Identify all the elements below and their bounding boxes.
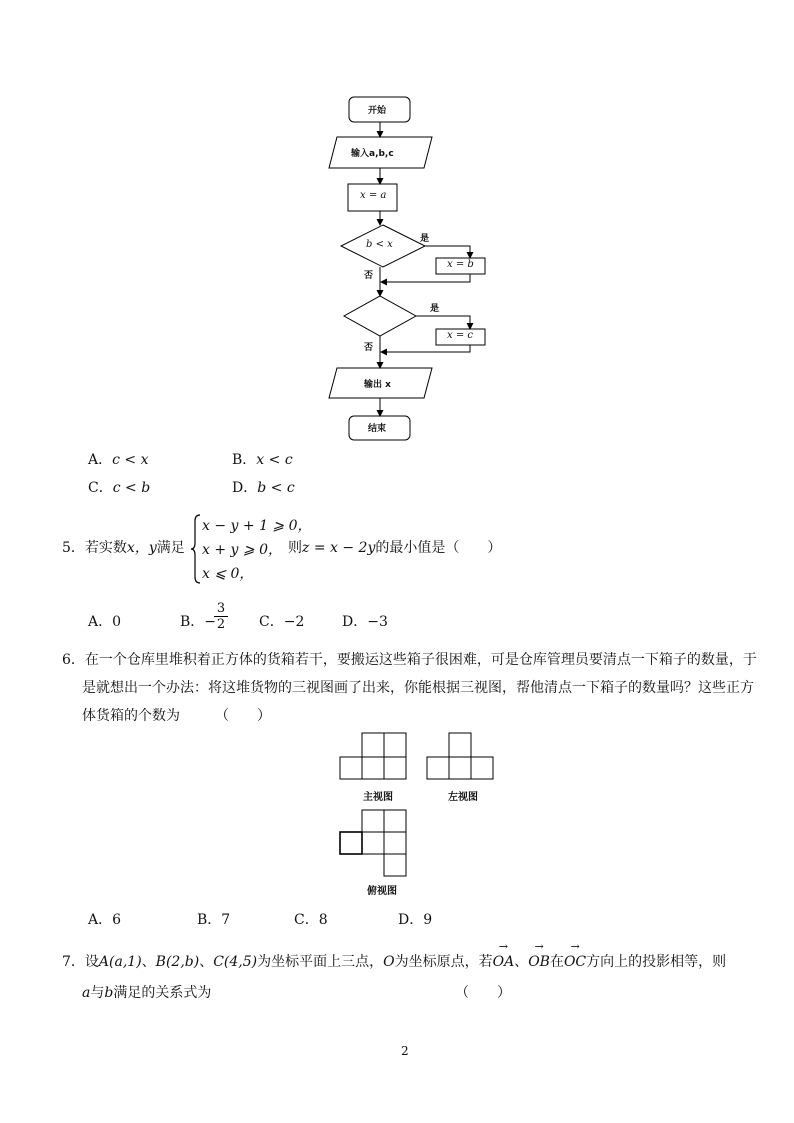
q7-sep2: 、 bbox=[199, 954, 214, 970]
q6-option-d-label: D． bbox=[398, 912, 424, 928]
q7-point-a: A(a,1) bbox=[98, 954, 142, 970]
q5-stem-right bbox=[288, 538, 501, 558]
q4-option-b-label: B． bbox=[232, 452, 257, 468]
flowchart-yes2-label: 是 bbox=[430, 304, 440, 314]
flowchart-assign-b-label: x = b bbox=[447, 259, 474, 270]
q5-option-b-label: B． bbox=[180, 614, 205, 630]
q7-line1-a: 设 bbox=[84, 954, 99, 970]
q6-line-1-text: 在一个仓库里堆积着正方体的货箱若干，要搬运这些箱子很困难，可是仓库管理员要清点一下箱子的数量，于 bbox=[84, 652, 757, 668]
q5-stem-post-b: 的最小值是（ ） bbox=[375, 540, 502, 556]
vector-arrow-icon: → bbox=[498, 940, 508, 953]
q6-option-a-label: A． bbox=[88, 912, 113, 928]
q6-line-3: 体货箱的个数为 （ ） bbox=[82, 708, 271, 724]
q5-option-a-text: 0 bbox=[112, 614, 122, 630]
q7-var-a: a bbox=[82, 985, 91, 1001]
q7-vector-oc: OC → bbox=[563, 940, 587, 970]
q5-option-a-label: A． bbox=[88, 614, 113, 630]
q4-option-c-text: c < b bbox=[112, 480, 151, 496]
q6-line-2: 是就想出一个办法：将这堆货物的三视图画了出来，你能根据三视图，帮他清点一下箱子的数量吗？这些正方 bbox=[82, 680, 754, 696]
q4-option-c[interactable] bbox=[88, 478, 150, 498]
flowchart-assign-a-label: x = a bbox=[360, 190, 387, 201]
flowchart-no1-label: 否 bbox=[364, 271, 374, 281]
q6-front-view-caption: 主视图 bbox=[363, 792, 393, 803]
q6-top-view-extra bbox=[330, 852, 510, 882]
q7-line1-b: 为坐标平面上三点， bbox=[257, 954, 384, 970]
q5-option-b-numerator: 3 bbox=[214, 601, 228, 617]
decision2-node bbox=[344, 296, 416, 336]
flowchart-output-label: 输出 x bbox=[364, 380, 391, 390]
flowchart-end-label: 结束 bbox=[368, 424, 387, 434]
q4-option-a[interactable] bbox=[88, 450, 149, 470]
front-view-grid bbox=[340, 733, 406, 779]
q7-line1-d: 在 bbox=[549, 954, 564, 970]
vector-arrow-icon: → bbox=[570, 940, 580, 953]
q4-option-b[interactable] bbox=[232, 450, 293, 470]
q7-line1-c: 为坐标原点，若 bbox=[394, 954, 493, 970]
q6-option-c[interactable] bbox=[294, 910, 328, 930]
left-view-grid bbox=[427, 733, 493, 779]
q7-point-b: B(2,b) bbox=[155, 954, 200, 970]
q7-number: 7． bbox=[62, 954, 85, 970]
q7-var-b: b bbox=[104, 985, 114, 1001]
q5-brace bbox=[190, 513, 202, 585]
q5-option-d[interactable] bbox=[342, 612, 388, 632]
q6-line-1 bbox=[62, 650, 757, 670]
q7-point-c: C(4,5) bbox=[213, 954, 258, 970]
q5-vars: x，y bbox=[126, 540, 157, 556]
flowchart-no2-label: 否 bbox=[364, 343, 374, 353]
q7-line2-end: 满足的关系式为 bbox=[113, 985, 212, 1001]
top-view-grid bbox=[340, 810, 406, 854]
q6-option-b-text: 7 bbox=[221, 912, 231, 928]
q5-option-d-label: D． bbox=[342, 614, 368, 630]
q6-option-a-text: 6 bbox=[112, 912, 122, 928]
q6-option-c-label: C． bbox=[294, 912, 319, 928]
q5-number: 5． bbox=[62, 540, 85, 556]
q5-option-c[interactable] bbox=[259, 612, 304, 632]
q6-left-view-caption: 左视图 bbox=[448, 792, 478, 803]
q7-vector-oa: OA → bbox=[492, 940, 515, 970]
q7-vector-ob: OB → bbox=[528, 940, 550, 970]
q4-option-c-label: C． bbox=[88, 480, 113, 496]
q7-line-1 bbox=[62, 940, 727, 972]
q7-origin: O bbox=[383, 954, 395, 970]
q4-option-d-text: b < c bbox=[257, 480, 295, 496]
q6-top-view-caption: 俯视图 bbox=[367, 886, 397, 897]
q4-option-a-label: A． bbox=[88, 452, 113, 468]
q5-option-c-text: −2 bbox=[283, 614, 305, 630]
q4-option-d-label: D． bbox=[232, 480, 258, 496]
flowchart-assign-c-label: x = c bbox=[447, 330, 473, 341]
flowchart-input-label: 输入a,b,c bbox=[351, 149, 394, 159]
q7-line-2 bbox=[82, 983, 211, 1003]
q6-option-d-text: 9 bbox=[423, 912, 433, 928]
q5-objective: z = x − 2y bbox=[302, 540, 376, 556]
q7-sep3: 、 bbox=[514, 954, 529, 970]
q7-sep1: 、 bbox=[141, 954, 156, 970]
q5-option-a[interactable] bbox=[88, 612, 121, 632]
q7-answer-paren: （ ） bbox=[455, 985, 511, 1001]
q5-option-d-text: −3 bbox=[367, 614, 388, 630]
q6-three-views bbox=[330, 730, 510, 860]
q5-stem-mid: 满足 bbox=[156, 540, 185, 556]
flowchart-cond1-label: b < x bbox=[366, 239, 393, 250]
q4-option-a-text: c < x bbox=[112, 452, 149, 468]
q5-option-b[interactable] bbox=[180, 612, 216, 632]
q6-number: 6． bbox=[62, 652, 85, 668]
q5-constraint-1: x − y + 1 ⩾ 0， bbox=[202, 518, 312, 534]
vector-arrow-icon: → bbox=[534, 940, 544, 953]
q6-option-b-label: B． bbox=[197, 912, 222, 928]
q5-option-b-denominator: 2 bbox=[216, 617, 226, 632]
q5-stem-pre: 若实数 bbox=[84, 540, 127, 556]
q6-option-a[interactable] bbox=[88, 910, 121, 930]
flowchart bbox=[0, 0, 794, 450]
q5-option-b-fraction bbox=[214, 601, 228, 632]
q5-stem-post-a: 则 bbox=[288, 540, 302, 556]
q6-option-b[interactable] bbox=[197, 910, 230, 930]
q7-line1-e: 方向上的投影相等，则 bbox=[586, 954, 727, 970]
page-number: 2 bbox=[401, 1044, 409, 1058]
q5-constraint-2: x + y ⩾ 0， bbox=[202, 542, 282, 558]
q6-option-c-text: 8 bbox=[318, 912, 328, 928]
q4-option-d[interactable] bbox=[232, 478, 295, 498]
q5-constraint-3: x ⩽ 0， bbox=[202, 566, 254, 582]
flowchart-yes1-label: 是 bbox=[420, 234, 430, 244]
q4-option-b-text: x < c bbox=[256, 452, 293, 468]
q7-line2-mid: 与 bbox=[90, 985, 105, 1001]
q5-stem-left bbox=[62, 538, 185, 558]
q6-option-d[interactable] bbox=[398, 910, 432, 930]
flowchart-start-label: 开始 bbox=[368, 106, 387, 116]
q5-option-b-text: − bbox=[204, 614, 217, 630]
q5-option-c-label: C． bbox=[259, 614, 284, 630]
